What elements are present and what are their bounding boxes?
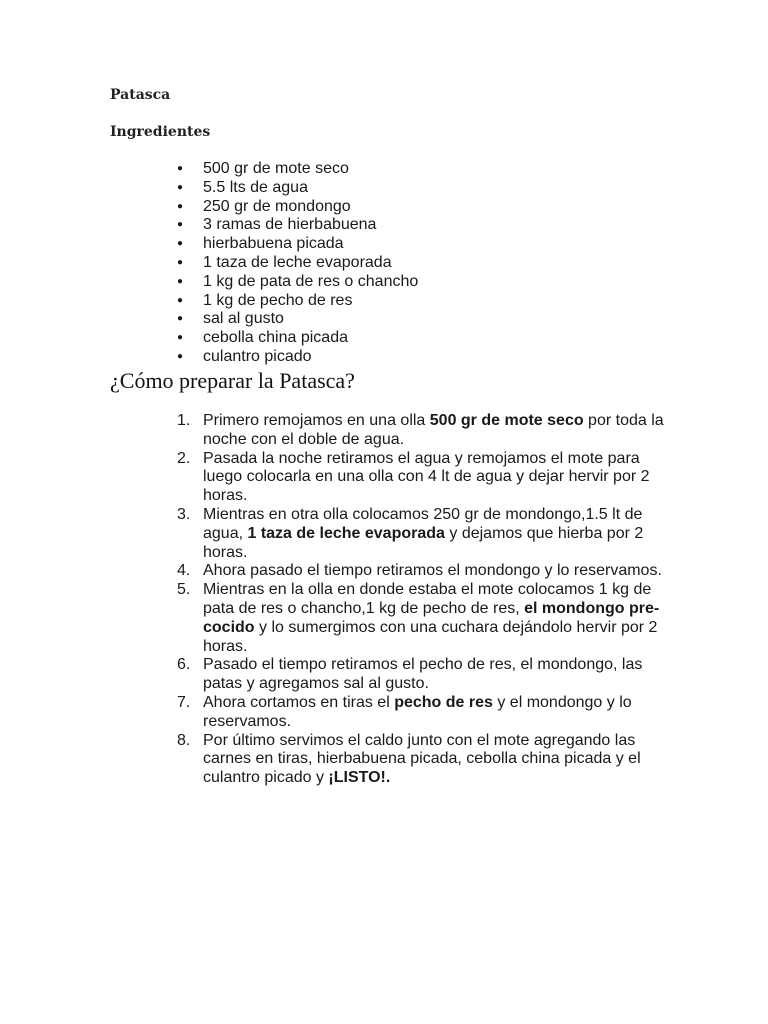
bullet-icon: ● bbox=[177, 163, 184, 174]
step-text-segment: y dejamos que hierba por 2 horas. bbox=[203, 524, 644, 561]
step-number: 4. bbox=[177, 562, 191, 580]
step-emphasis: 500 gr de mote seco bbox=[429, 412, 584, 429]
step-number: 3. bbox=[177, 505, 191, 523]
step-item bbox=[0, 581, 665, 656]
step-item bbox=[0, 562, 665, 581]
step-emphasis: ¡LISTO!. bbox=[328, 769, 391, 787]
step-item bbox=[0, 450, 665, 506]
bullet-icon: ● bbox=[177, 332, 184, 344]
step-text-segment: y el mondongo y lo reservamos. bbox=[203, 693, 632, 730]
step-text-segment: Mientras en otra olla colocamos 250 gr de mondongo,1.5 lt de agua, bbox=[203, 505, 643, 542]
step-number: 2. bbox=[177, 449, 191, 467]
bullet-icon: ● bbox=[177, 275, 184, 287]
step-item bbox=[0, 694, 665, 732]
step-item bbox=[0, 506, 665, 562]
step-text bbox=[203, 506, 665, 562]
step-number: 5. bbox=[177, 581, 191, 599]
step-number: 6. bbox=[177, 656, 191, 674]
step-item bbox=[0, 412, 665, 450]
ingredient-text: cebolla china picada bbox=[203, 329, 348, 347]
step-item bbox=[0, 656, 665, 694]
step-text bbox=[203, 694, 665, 732]
step-emphasis: el mondongo pre-cocido bbox=[203, 599, 660, 636]
step-text bbox=[203, 581, 665, 656]
step-text-segment: Ahora pasado el tiempo retiramos el mondongo y lo reservamos. bbox=[203, 562, 662, 580]
step-text-segment: Mientras en la olla en donde estaba el mote colocamos 1 kg de pata de res o chancho,1 kg de pecho de res, bbox=[203, 581, 652, 617]
ingredient-text: 5.5 lts de agua bbox=[203, 178, 308, 196]
ingredient-text: sal al gusto bbox=[203, 310, 284, 328]
step-emphasis: pecho de res bbox=[394, 693, 493, 711]
ingredient-text: 1 kg de pecho de res bbox=[203, 291, 353, 309]
ingredient-text: 1 kg de pata de res o chancho bbox=[203, 272, 419, 290]
steps-list bbox=[0, 412, 665, 788]
step-text-segment: Ahora cortamos en tiras el bbox=[203, 693, 395, 711]
ingredient-text: hierbabuena picada bbox=[203, 235, 344, 253]
step-text-segment: Pasada la noche retiramos el agua y remojamos el mote para luego colocarla en una olla con 4 lt de agua y dejar hervir por 2 horas. bbox=[203, 449, 650, 505]
ingredient-text: culantro picado bbox=[203, 347, 312, 365]
step-text bbox=[203, 732, 665, 788]
step-text-segment: Primero remojamos en una olla bbox=[203, 412, 430, 429]
bullet-icon: ● bbox=[177, 256, 184, 268]
step-text-segment: Por último servimos el caldo junto con el mote agregando las carnes en tiras, hierbabuena picada, cebolla china picada y el culantro picado y bbox=[203, 731, 641, 787]
bullet-icon: ● bbox=[177, 313, 184, 325]
step-item bbox=[0, 732, 665, 788]
step-number: 8. bbox=[177, 731, 191, 749]
ingredient-text: 250 gr de mondongo bbox=[203, 197, 351, 215]
step-text bbox=[203, 412, 665, 450]
ingredient-text: 1 taza de leche evaporada bbox=[203, 253, 392, 271]
bullet-icon: ● bbox=[177, 219, 184, 231]
ingredient-text: 3 ramas de hierbabuena bbox=[203, 216, 377, 234]
step-number: 7. bbox=[177, 693, 191, 711]
step-text-segment: Pasado el tiempo retiramos el pecho de res, el mondongo, las patas y agregamos sal al gusto. bbox=[203, 656, 643, 693]
preparation-heading: ¿Cómo preparar la Patasca? bbox=[110, 368, 355, 393]
step-number: 1. bbox=[177, 412, 191, 429]
ingredients-heading: Ingredientes bbox=[110, 124, 211, 140]
bullet-icon: ● bbox=[177, 350, 184, 362]
step-emphasis: 1 taza de leche evaporada bbox=[247, 524, 445, 542]
step-text-segment: por toda la noche con el doble de agua. bbox=[203, 412, 664, 448]
ingredient-text: 500 gr de mote seco bbox=[203, 160, 349, 177]
step-text bbox=[203, 656, 665, 694]
bullet-icon: ● bbox=[177, 181, 184, 193]
step-text-segment: y lo sumergimos con una cuchara dejándolo hervir por 2 horas. bbox=[203, 618, 658, 655]
document-title: Patasca bbox=[110, 87, 171, 103]
bullet-icon: ● bbox=[177, 200, 184, 212]
step-text bbox=[203, 562, 665, 581]
step-text bbox=[203, 450, 665, 506]
bullet-icon: ● bbox=[177, 294, 184, 306]
bullet-icon: ● bbox=[177, 238, 184, 250]
